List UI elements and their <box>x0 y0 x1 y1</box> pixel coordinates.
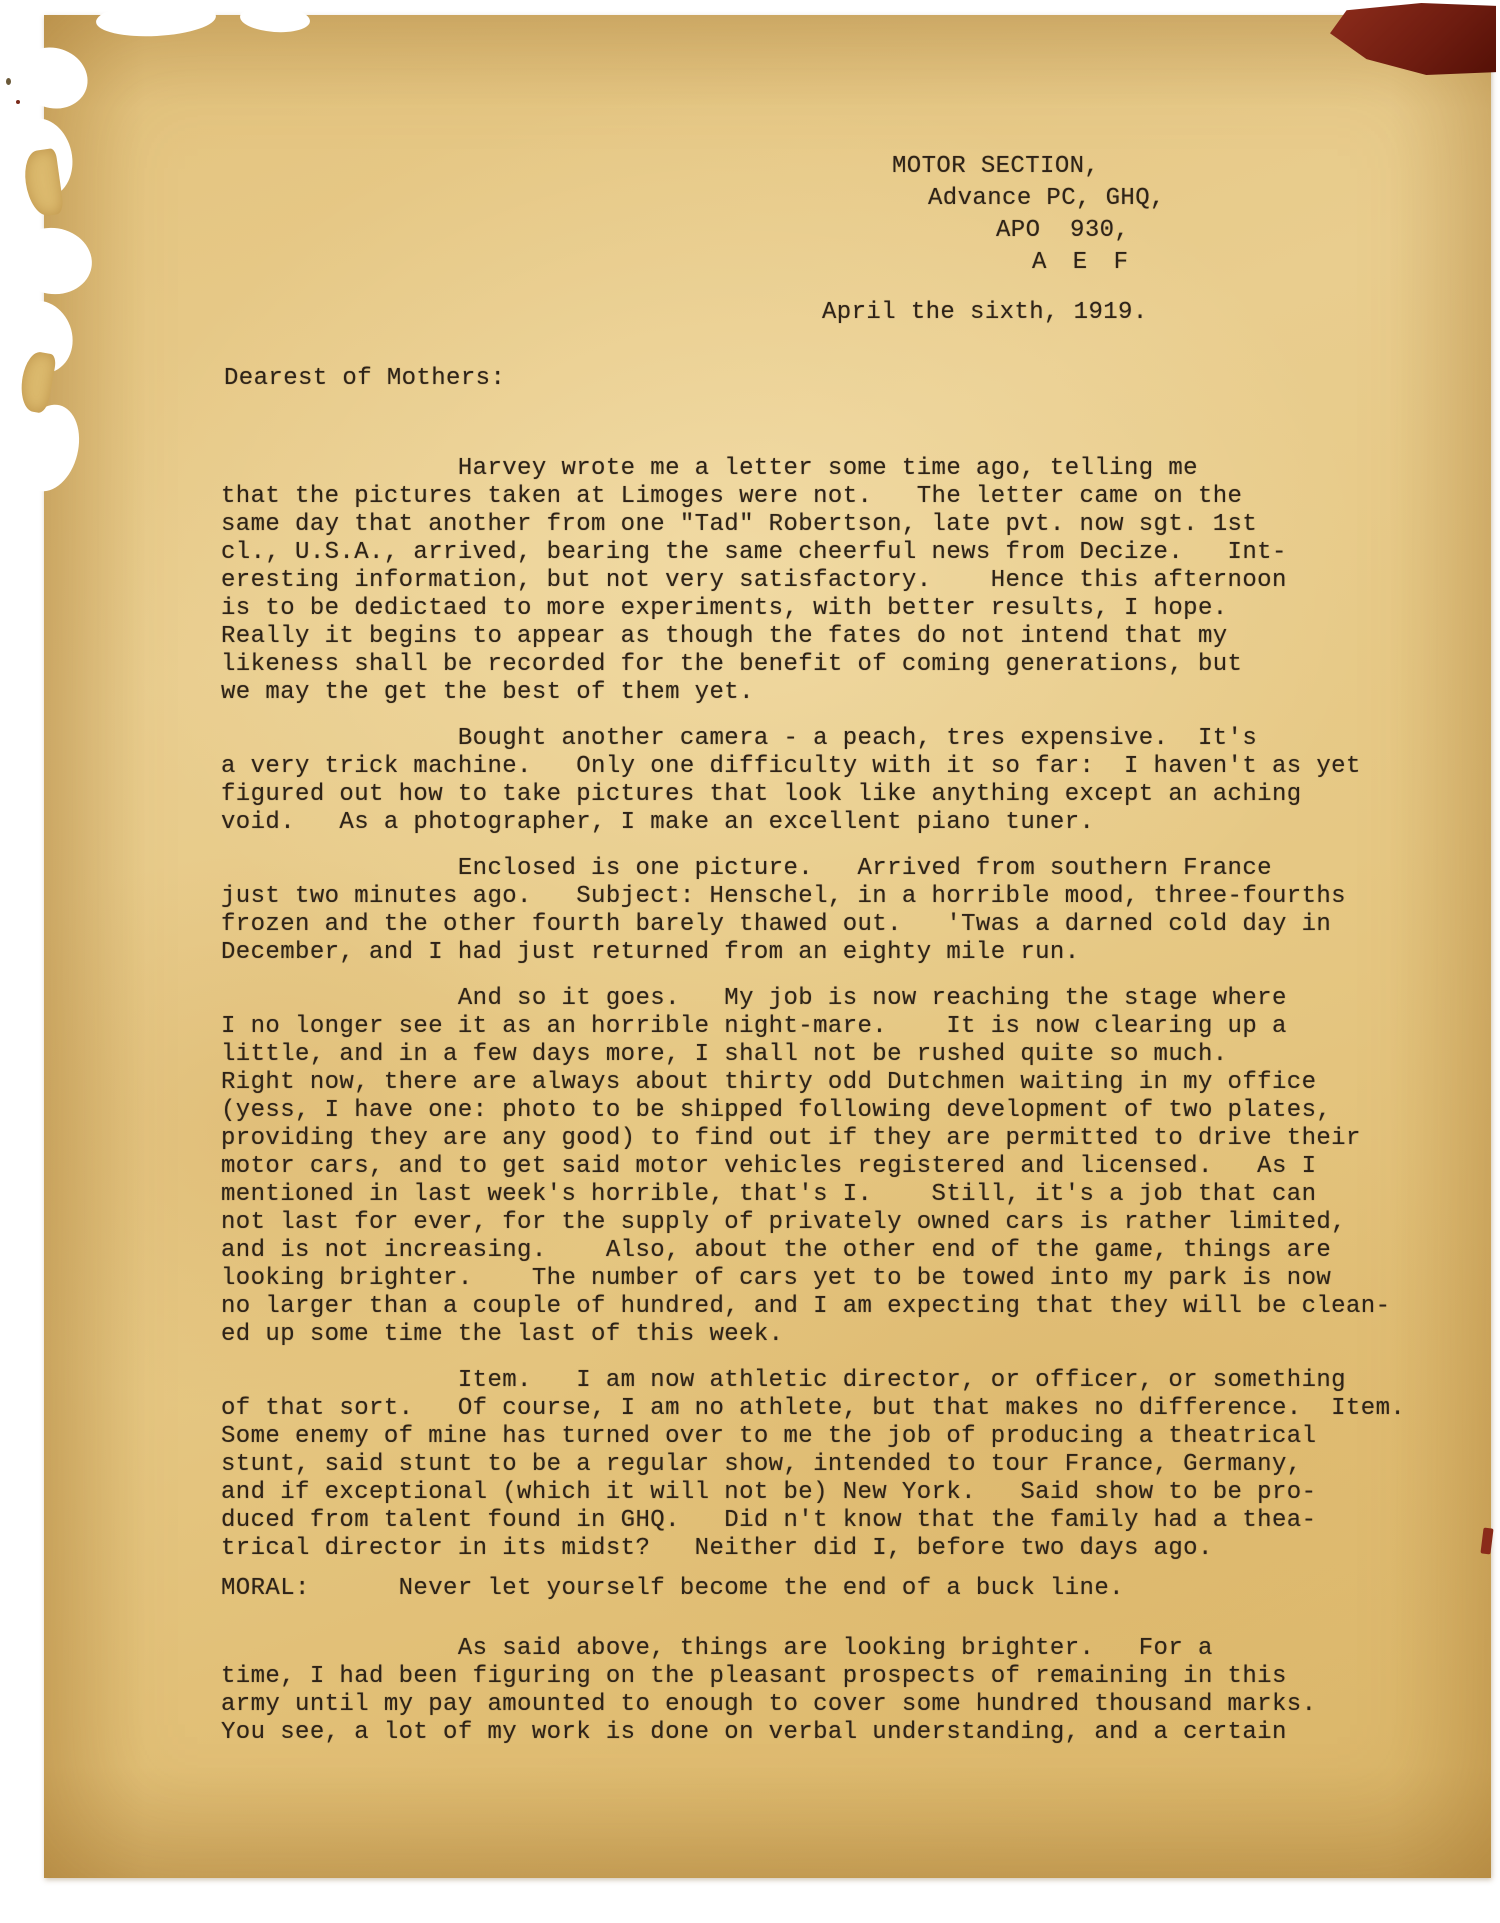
body-line: army until my pay amounted to enough to cover some hundred thousand marks. <box>221 1691 1317 1718</box>
paragraph <box>221 455 1471 707</box>
body-line: of that sort. Of course, I am no athlete, but that makes no difference. Item. <box>221 1395 1406 1422</box>
body-line: frozen and the other fourth barely thawed out. 'Twas a darned cold day in <box>221 911 1332 938</box>
body-line: providing they are any good) to find out if they are permitted to drive their <box>221 1125 1361 1152</box>
letterhead-line: A E F <box>1032 249 1135 276</box>
body-line: As said above, things are looking brighter. For a <box>221 1635 1213 1662</box>
body-line: is to be dedictaed to more experiments, with better results, I hope. <box>221 595 1228 622</box>
body-line: and if exceptional (which it will not be) New York. Said show to be pro- <box>221 1479 1317 1506</box>
salutation: Dearest of Mothers: <box>224 365 506 392</box>
body-line: and is not increasing. Also, about the other end of the game, things are <box>221 1237 1332 1264</box>
body-line: duced from talent found in GHQ. Did n't know that the family had a thea- <box>221 1507 1317 1534</box>
date-line: April the sixth, 1919. <box>822 299 1148 326</box>
body-line: that the pictures taken at Limoges were not. The letter came on the <box>221 483 1243 510</box>
body-line: likeness shall be recorded for the benefit of coming generations, but <box>221 651 1243 678</box>
body-line: And so it goes. My job is now reaching the stage where <box>221 985 1287 1012</box>
letter-paper <box>44 15 1491 1878</box>
body-line: You see, a lot of my work is done on verbal understanding, and a certain <box>221 1719 1287 1746</box>
body-line: Really it begins to appear as though the fates do not intend that my <box>221 623 1228 650</box>
body-line: eresting information, but not very satisfactory. Hence this afternoon <box>221 567 1287 594</box>
body-line: December, and I had just returned from an eighty mile run. <box>221 939 1080 966</box>
body-line: we may the get the best of them yet. <box>221 679 754 706</box>
letter-body <box>221 455 1471 1747</box>
body-line: motor cars, and to get said motor vehicles registered and licensed. As I <box>221 1153 1317 1180</box>
body-line: Bought another camera - a peach, tres expensive. It's <box>221 725 1258 752</box>
paragraph <box>221 1575 1471 1603</box>
body-line: looking brighter. The number of cars yet to be towed into my park is now <box>221 1265 1332 1292</box>
paragraph <box>221 1367 1471 1563</box>
scan-speck <box>6 78 11 85</box>
body-line: time, I had been figuring on the pleasant prospects of remaining in this <box>221 1663 1287 1690</box>
body-line: mentioned in last week's horrible, that's I. Still, it's a job that can <box>221 1181 1317 1208</box>
body-line: not last for ever, for the supply of privately owned cars is rather limited, <box>221 1209 1346 1236</box>
body-line: just two minutes ago. Subject: Henschel, in a horrible mood, three-fourths <box>221 883 1346 910</box>
paragraph <box>221 855 1471 967</box>
body-line: void. As a photographer, I make an excellent piano tuner. <box>221 809 1095 836</box>
body-line: Some enemy of mine has turned over to me the job of producing a theatrical <box>221 1423 1317 1450</box>
letterhead-line: APO 930, <box>996 217 1130 244</box>
paragraph <box>221 725 1471 837</box>
body-line: figured out how to take pictures that look like anything except an aching <box>221 781 1302 808</box>
paragraph <box>221 985 1471 1349</box>
paragraph <box>221 1635 1471 1747</box>
letterhead-line: MOTOR SECTION, <box>892 153 1100 180</box>
scan-speck <box>16 100 20 104</box>
body-line: Item. I am now athletic director, or officer, or something <box>221 1367 1346 1394</box>
red-edge-mark <box>1480 1527 1493 1554</box>
body-line: stunt, said stunt to be a regular show, intended to tour France, Germany, <box>221 1451 1302 1478</box>
body-line: Right now, there are always about thirty odd Dutchmen waiting in my office <box>221 1069 1317 1096</box>
body-line: trical director in its midst? Neither did I, before two days ago. <box>221 1535 1213 1562</box>
letterhead <box>892 151 1165 279</box>
letterhead-line: Advance PC, GHQ, <box>928 185 1165 212</box>
body-line: Enclosed is one picture. Arrived from southern France <box>221 855 1272 882</box>
body-line: ed up some time the last of this week. <box>221 1321 784 1348</box>
body-line: (yess, I have one: photo to be shipped following development of two plates, <box>221 1097 1332 1124</box>
body-line: a very trick machine. Only one difficulty with it so far: I haven't as yet <box>221 753 1361 780</box>
body-line: Harvey wrote me a letter some time ago, telling me <box>221 455 1198 482</box>
body-line: MORAL: Never let yourself become the end of a buck line. <box>221 1575 1124 1602</box>
body-line: same day that another from one "Tad" Robertson, late pvt. now sgt. 1st <box>221 511 1258 538</box>
body-line: cl., U.S.A., arrived, bearing the same cheerful news from Decize. Int- <box>221 539 1287 566</box>
body-line: little, and in a few days more, I shall not be rushed quite so much. <box>221 1041 1228 1068</box>
body-line: I no longer see it as an horrible night-mare. It is now clearing up a <box>221 1013 1287 1040</box>
body-line: no larger than a couple of hundred, and I am expecting that they will be clean- <box>221 1293 1391 1320</box>
